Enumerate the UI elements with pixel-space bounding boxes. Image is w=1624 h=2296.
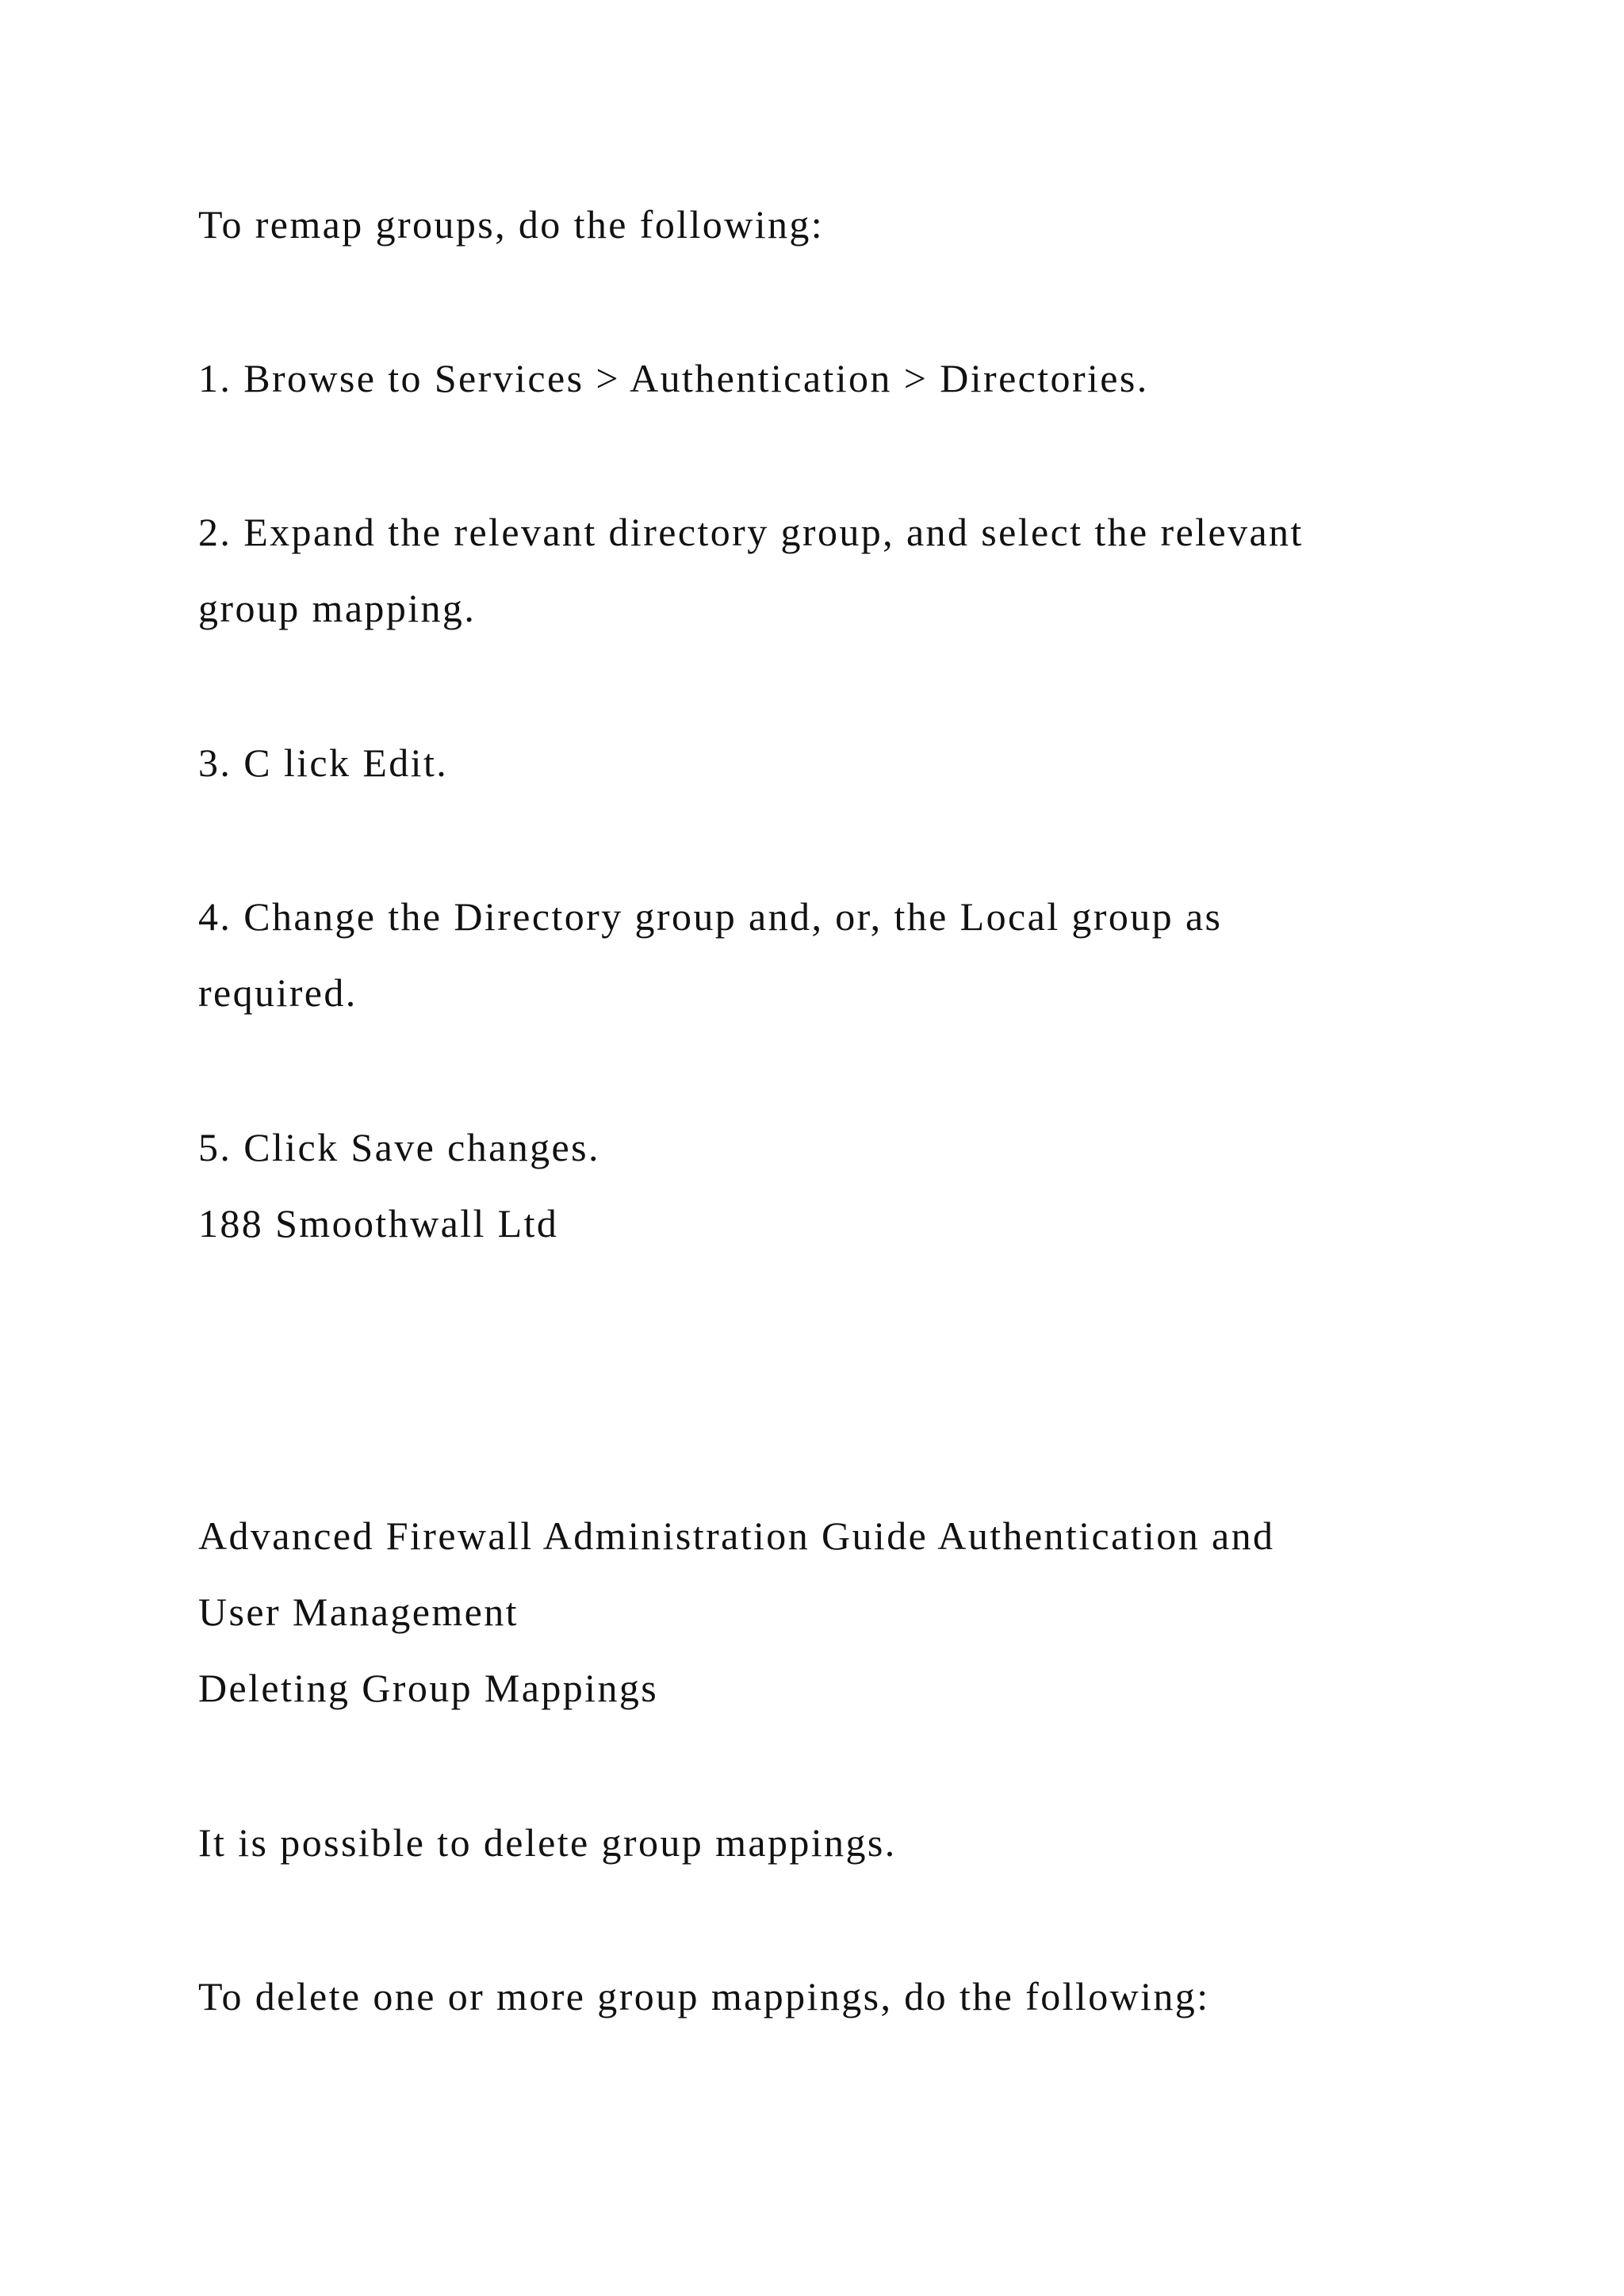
running-header-line-2: User Management [198,1590,519,1634]
step-2-text-line-1: 2. Expand the relevant directory group, and select the relevant [198,510,1304,554]
step-1-text: 1. Browse to Services > Authentication > Directories. [198,356,1149,400]
delete-intro-text: It is possible to delete group mappings. [198,1820,897,1865]
step-3-text: 3. C lick Edit. [198,740,449,785]
page-footer: 188 Smoothwall Ltd [198,1201,559,1246]
remap-intro-text: To remap groups, do the following: [198,202,825,247]
step-2-text-line-2: group mapping. [198,586,477,630]
step-4-text-line-1: 4. Change the Directory group and, or, the Local group as [198,894,1223,939]
step-5-text: 5. Click Save changes. [198,1125,600,1169]
section-heading: Deleting Group Mappings [198,1666,659,1710]
delete-steps-intro-text: To delete one or more group mappings, do the following: [198,1974,1210,2019]
running-header-line-1: Advanced Firewall Administration Guide Authentication and [198,1513,1275,1558]
step-4-text-line-2: required. [198,970,358,1015]
